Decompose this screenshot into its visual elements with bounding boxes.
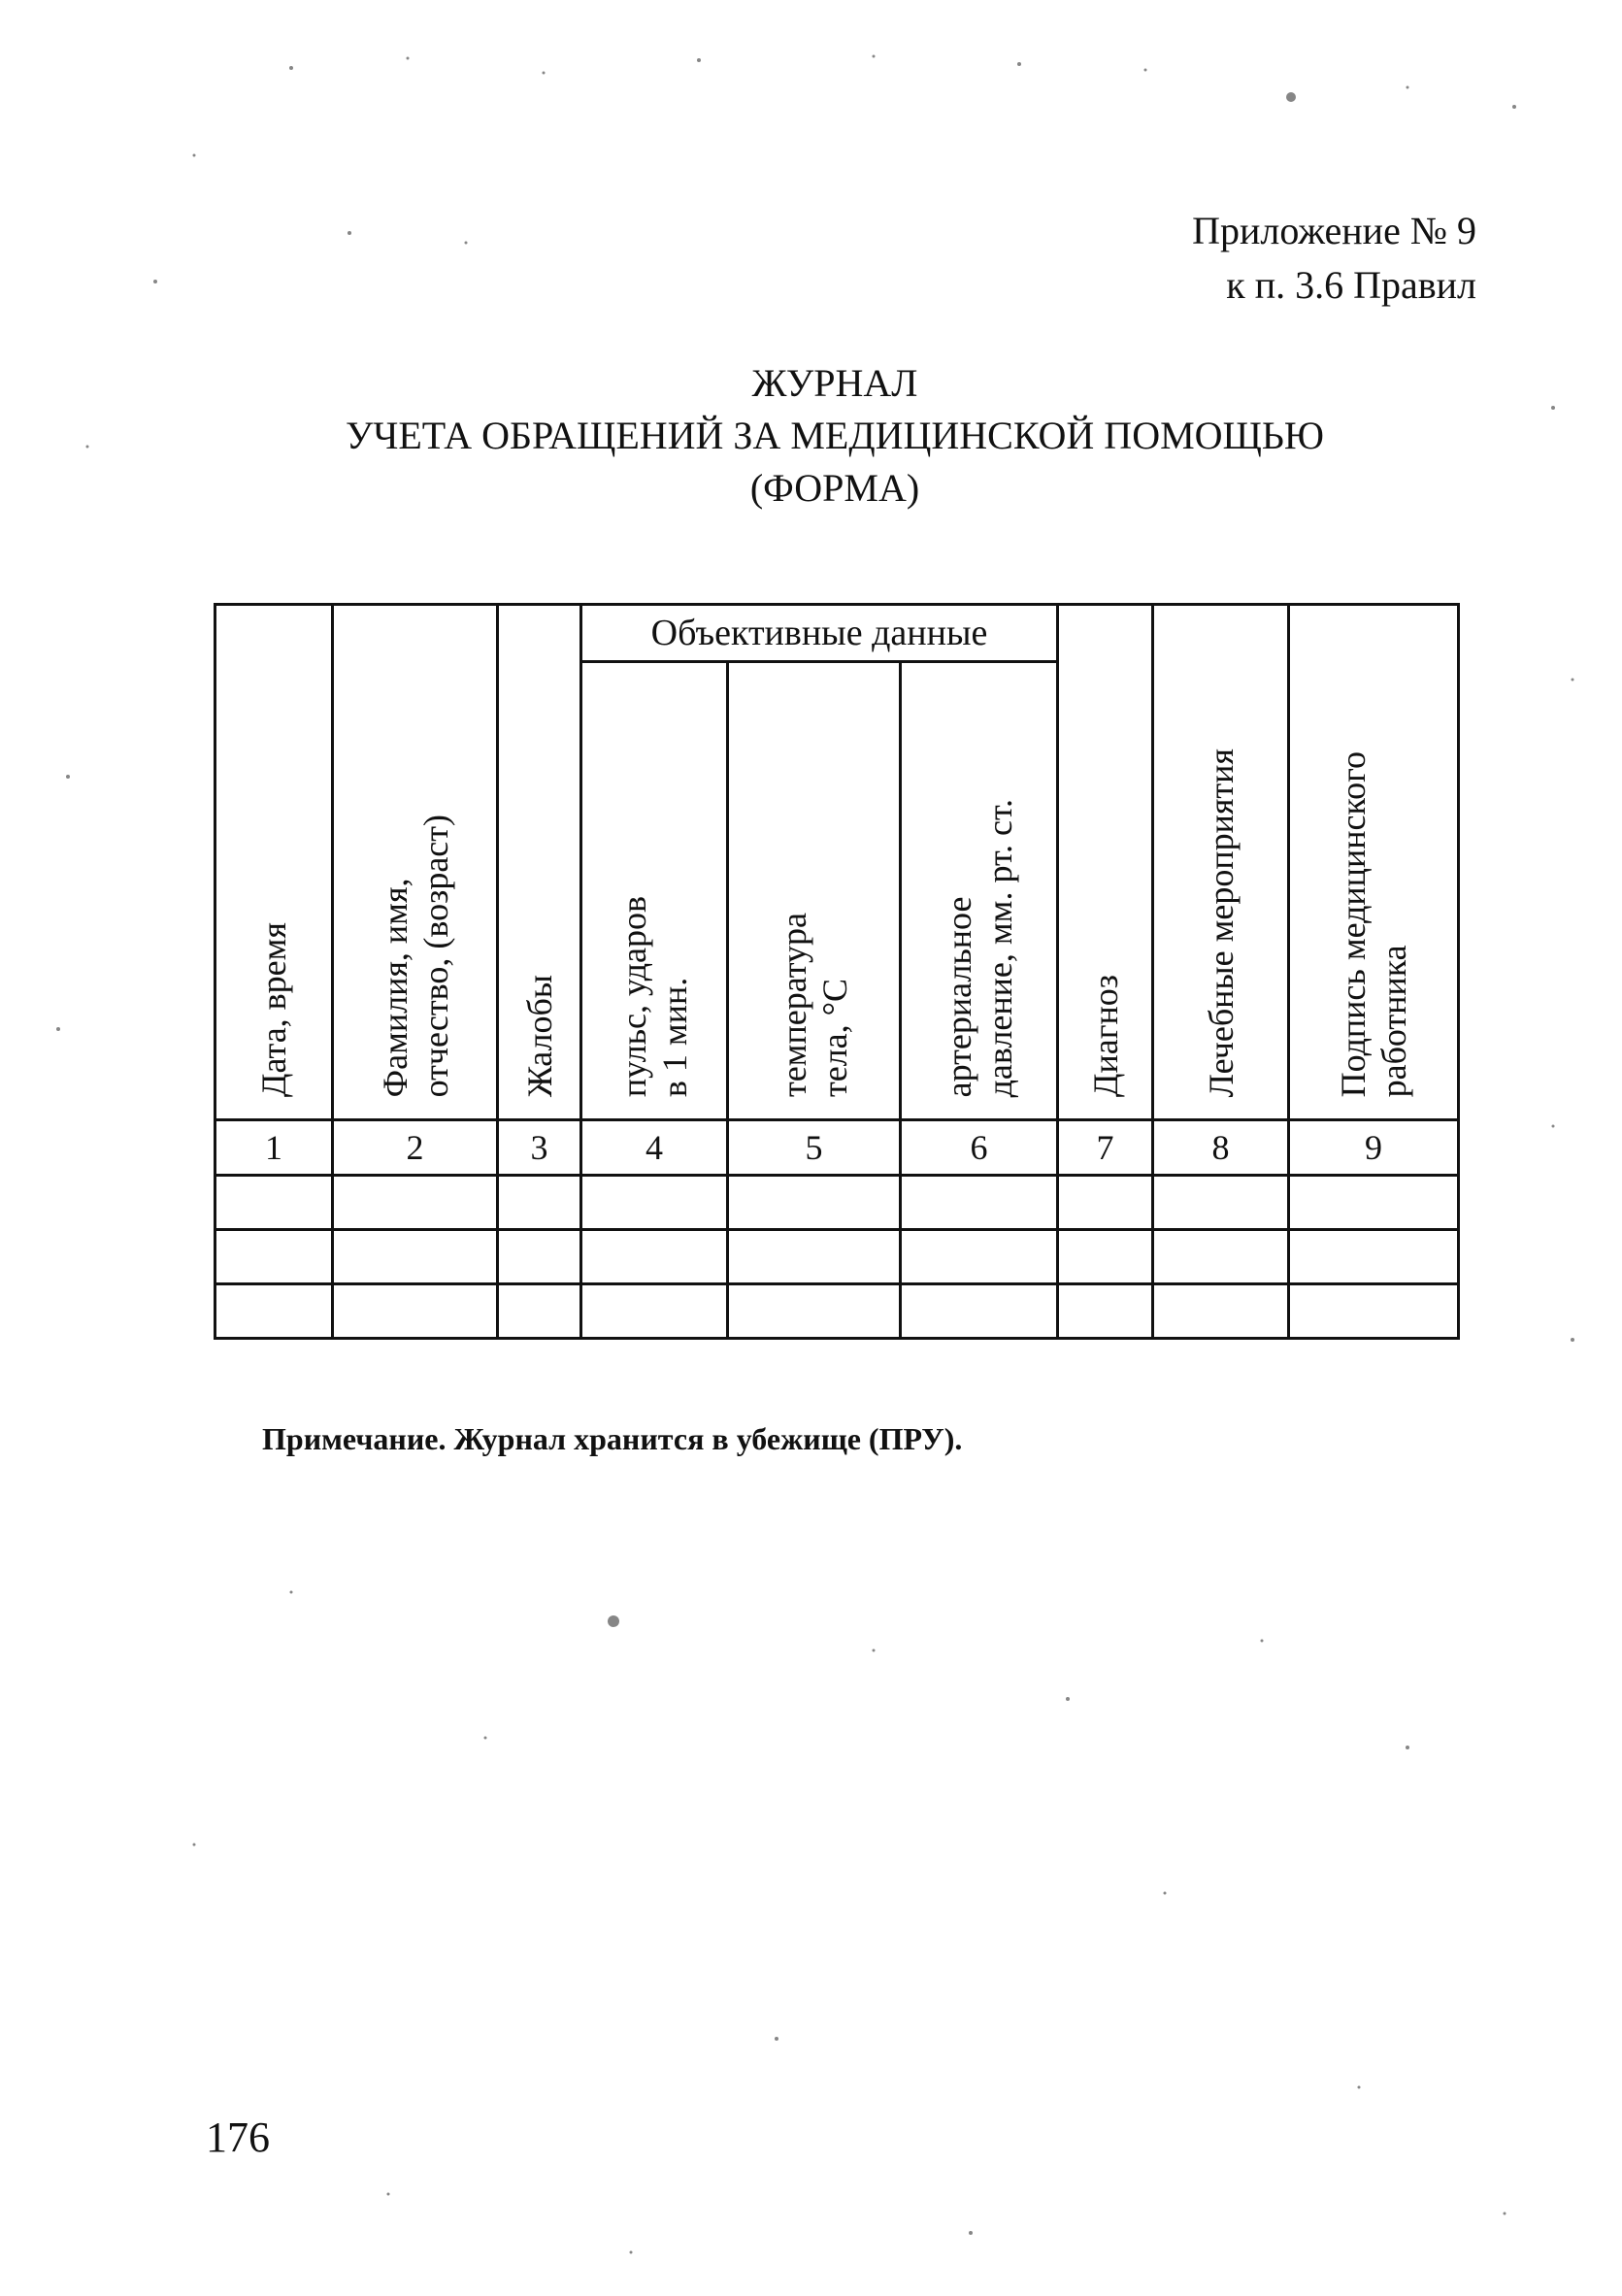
- empty-cell: [333, 1176, 498, 1230]
- empty-cell: [901, 1284, 1058, 1339]
- column-number: 3: [498, 1120, 581, 1176]
- title-line-2: УЧЕТА ОБРАЩЕНИЙ ЗА МЕДИЦИНСКОЙ ПОМОЩЬЮ: [346, 414, 1324, 457]
- column-number-row: [215, 1120, 1459, 1176]
- header-pulse: пульс, ударов в 1 мин.: [581, 662, 728, 1120]
- header-date-time: Дата, время: [215, 605, 333, 1120]
- empty-cell: [1289, 1230, 1459, 1284]
- empty-cell: [1289, 1176, 1459, 1230]
- header-full-name: Фамилия, имя, отчество, (возраст): [333, 605, 498, 1120]
- header-treatment: Лечебные мероприятия: [1153, 605, 1289, 1120]
- empty-cell: [728, 1230, 901, 1284]
- title-line-1: ЖУРНАЛ: [751, 361, 918, 405]
- column-number: 1: [215, 1120, 333, 1176]
- column-number: 5: [728, 1120, 901, 1176]
- column-number: 6: [901, 1120, 1058, 1176]
- column-number: 9: [1289, 1120, 1459, 1176]
- header-objective-data: Объективные данные: [581, 605, 1058, 662]
- empty-cell: [498, 1176, 581, 1230]
- header-blood-pressure: артериальное давление, мм. рт. ст.: [901, 662, 1058, 1120]
- empty-table-row: [215, 1230, 1459, 1284]
- appendix-rule-reference: к п. 3.6 Правил: [1226, 263, 1476, 307]
- header-signature: Подпись медицинского работника: [1289, 605, 1459, 1120]
- empty-cell: [728, 1176, 901, 1230]
- column-number: 7: [1058, 1120, 1153, 1176]
- empty-cell: [215, 1230, 333, 1284]
- empty-cell: [1058, 1284, 1153, 1339]
- empty-cell: [901, 1176, 1058, 1230]
- page-number: 176: [206, 2113, 270, 2161]
- journal-form-table: [214, 603, 1460, 1340]
- empty-cell: [581, 1176, 728, 1230]
- empty-cell: [1058, 1176, 1153, 1230]
- header-temperature: температура тела, °С: [728, 662, 901, 1120]
- empty-cell: [215, 1284, 333, 1339]
- empty-cell: [728, 1284, 901, 1339]
- empty-table-row: [215, 1284, 1459, 1339]
- empty-cell: [1058, 1230, 1153, 1284]
- empty-cell: [1153, 1284, 1289, 1339]
- empty-cell: [1153, 1230, 1289, 1284]
- empty-cell: [215, 1176, 333, 1230]
- appendix-reference: [1192, 204, 1476, 313]
- header-complaints: Жалобы: [498, 605, 581, 1120]
- empty-cell: [498, 1230, 581, 1284]
- empty-cell: [498, 1284, 581, 1339]
- title-line-3: (ФОРМА): [749, 466, 920, 510]
- empty-cell: [581, 1284, 728, 1339]
- storage-note: Примечание. Журнал хранится в убежище (ПРУ).: [262, 1421, 963, 1456]
- empty-cell: [333, 1230, 498, 1284]
- empty-cell: [1289, 1284, 1459, 1339]
- column-number: 2: [333, 1120, 498, 1176]
- column-number: 8: [1153, 1120, 1289, 1176]
- empty-cell: [581, 1230, 728, 1284]
- empty-cell: [1153, 1176, 1289, 1230]
- header-diagnosis: Диагноз: [1058, 605, 1153, 1120]
- column-number: 4: [581, 1120, 728, 1176]
- empty-cell: [333, 1284, 498, 1339]
- empty-table-row: [215, 1176, 1459, 1230]
- empty-cell: [901, 1230, 1058, 1284]
- document-title: [0, 357, 1622, 515]
- appendix-number: Приложение № 9: [1192, 209, 1476, 252]
